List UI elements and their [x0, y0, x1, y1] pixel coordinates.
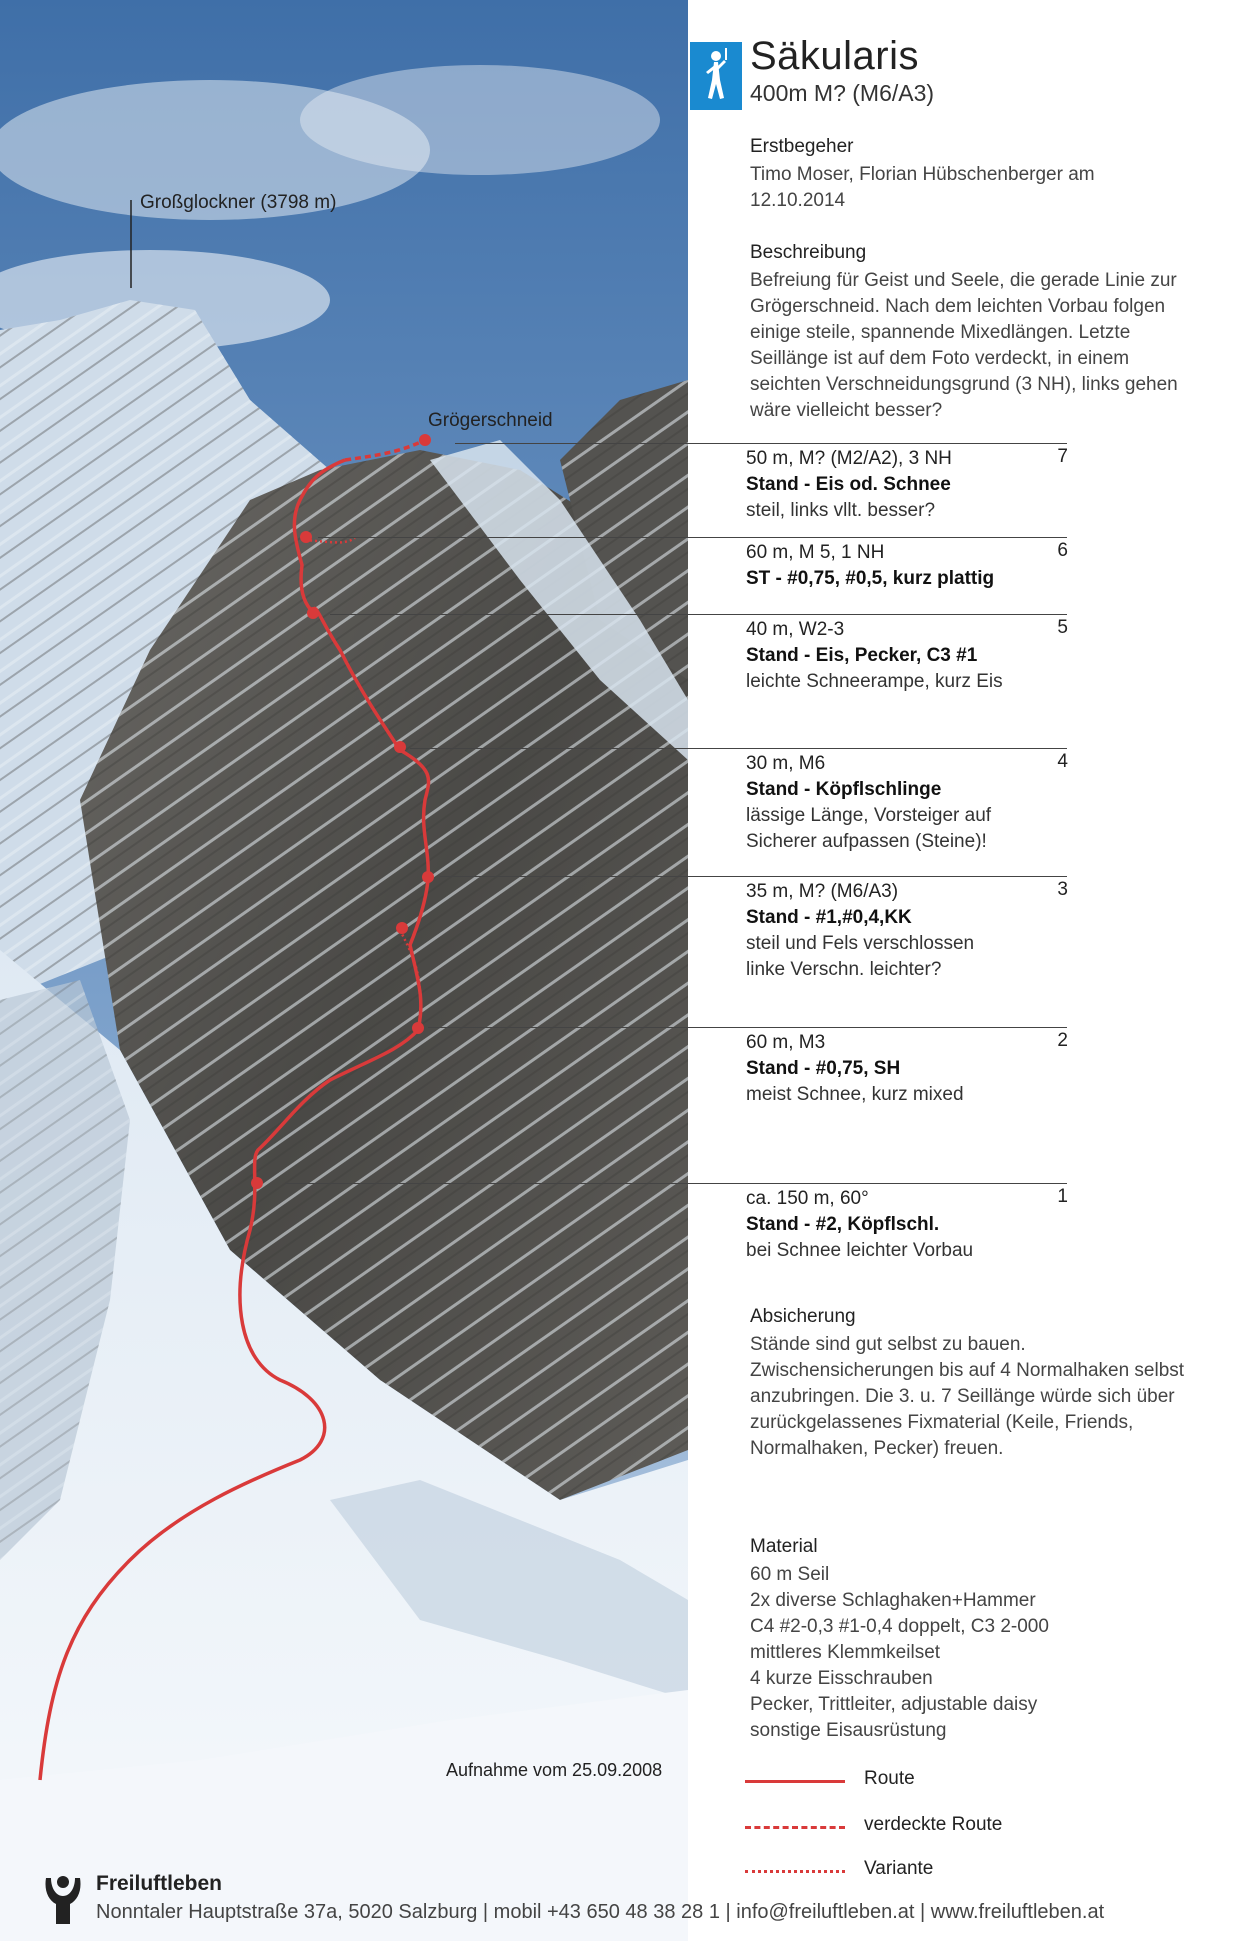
freiluftleben-logo-icon	[40, 1870, 86, 1926]
belay-point-5	[307, 607, 319, 619]
material-item: sonstige Eisausrüstung	[750, 1720, 947, 1741]
footer-company-name: Freiluftleben	[96, 1872, 223, 1895]
legend-route-swatch	[745, 1780, 845, 1783]
protection-text: Stände sind gut selbst zu bauen. Zwischensicherungen bis auf 4 Normalhaken selbst anzubringen. Die 3. u. 7 Seillänge würde sich über zurückgelassenes Fixmaterial (Keile, Friends, Normalhaken, Pecker) freuen.	[750, 1334, 1185, 1459]
material-item: 4 kurze Eisschrauben	[750, 1668, 933, 1689]
pitch-4-length: 30 m, M6	[746, 753, 826, 774]
pitch-5-belay: Stand - Eis, Pecker, C3 #1	[746, 645, 978, 666]
route-title: Säkularis	[750, 34, 920, 78]
pitch-6-number: 6	[1057, 540, 1068, 561]
pitch-divider-2	[428, 1027, 1067, 1028]
material-list	[750, 1562, 1210, 1744]
pitch-1-number: 1	[1057, 1186, 1068, 1207]
description-heading: Beschreibung	[750, 242, 867, 263]
protection-heading: Absicherung	[750, 1306, 856, 1327]
pitch-divider-1	[285, 1183, 1067, 1184]
first-ascent-heading: Erstbegeher	[750, 136, 854, 157]
material-item: 60 m Seil	[750, 1564, 830, 1585]
pitch-6-belay: ST - #0,75, #0,5, kurz plattig	[746, 568, 995, 589]
pitch-4-number: 4	[1057, 751, 1068, 772]
pitch-7-length: 50 m, M? (M2/A2), 3 NH	[746, 448, 952, 469]
material-item: 2x diverse Schlaghaken+Hammer	[750, 1590, 1036, 1611]
legend-hidden-route-label: verdeckte Route	[864, 1814, 1003, 1835]
pitch-1-length: ca. 150 m, 60°	[746, 1188, 869, 1209]
pitch-5	[746, 617, 1066, 695]
pitch-divider-5	[330, 614, 1067, 615]
pitch-divider-3	[440, 876, 1067, 877]
legend-hidden-route-swatch	[745, 1826, 845, 1829]
pitch-5-note: leichte Schneerampe, kurz Eis	[746, 671, 1003, 692]
belay-point-6	[300, 531, 312, 543]
belay-point-4	[394, 741, 406, 753]
belay-point-2	[412, 1022, 424, 1034]
pitch-7	[746, 446, 1066, 524]
belay-point-variant	[396, 922, 408, 934]
material-item: mittleres Klemmkeilset	[750, 1642, 941, 1663]
pitch-4-belay: Stand - Köpflschlinge	[746, 779, 942, 800]
first-ascent-text: Timo Moser, Florian Hübschenberger am 12.10.2014	[750, 164, 1095, 211]
pitch-2	[746, 1030, 1066, 1108]
pitch-3	[746, 879, 1016, 983]
summit-label: Großglockner (3798 m)	[140, 192, 337, 213]
material-item: Pecker, Trittleiter, adjustable daisy	[750, 1694, 1038, 1715]
pitch-3-belay: Stand - #1,#0,4,KK	[746, 907, 912, 928]
material-item: C4 #2-0,3 #1-0,4 doppelt, C3 2-000	[750, 1616, 1049, 1637]
pitch-3-number: 3	[1057, 879, 1068, 900]
pitch-1-belay: Stand - #2, Köpflschl.	[746, 1214, 940, 1235]
pitch-4	[746, 751, 1036, 855]
pitch-7-number: 7	[1057, 446, 1068, 467]
legend-variant-swatch	[745, 1870, 845, 1873]
pitch-2-length: 60 m, M3	[746, 1032, 826, 1053]
belay-point-1	[251, 1177, 263, 1189]
pitch-6-length: 60 m, M 5, 1 NH	[746, 542, 885, 563]
pitch-2-note: meist Schnee, kurz mixed	[746, 1084, 964, 1105]
route-grade: 400m M? (M6/A3)	[750, 80, 935, 106]
pitch-5-length: 40 m, W2-3	[746, 619, 845, 640]
pitch-7-note: steil, links vllt. besser?	[746, 500, 936, 521]
pitch-6	[746, 540, 1066, 592]
pitch-2-number: 2	[1057, 1030, 1068, 1051]
pitch-divider-6	[318, 537, 1067, 538]
material-heading: Material	[750, 1536, 818, 1557]
legend-route-label: Route	[864, 1768, 915, 1789]
belay-point-3	[422, 871, 434, 883]
pitch-5-number: 5	[1057, 617, 1068, 638]
description-text: Befreiung für Geist und Seele, die gerade Linie zur Grögerschneid. Nach dem leichten Vorbau folgen einige steile, spannende Mixedlängen. Letzte Seillänge ist auf dem Foto verdeckt, in einem seichten Verschneidungsgrund (3 NH), links gehen wäre vielleicht besser?	[750, 270, 1178, 421]
pitch-1-note: bei Schnee leichter Vorbau	[746, 1240, 974, 1261]
pitch-7-belay: Stand - Eis od. Schnee	[746, 474, 951, 495]
pitch-4-note: lässige Länge, Vorsteiger auf Sicherer aufpassen (Steine)!	[746, 805, 992, 852]
belay-point-7	[419, 434, 431, 446]
ridge-label: Grögerschneid	[428, 410, 553, 431]
pitch-3-note: steil und Fels verschlossen linke Verschn. leichter?	[746, 933, 975, 980]
footer-address: Nonntaler Hauptstraße 37a, 5020 Salzburg | mobil +43 650 48 38 28 1 | info@freiluftleben.at | www.freiluftleben.at	[96, 1901, 1105, 1923]
climber-icon	[690, 42, 742, 110]
pitch-2-belay: Stand - #0,75, SH	[746, 1058, 901, 1079]
pitch-divider-4	[410, 748, 1067, 749]
legend-variant-label: Variante	[864, 1858, 934, 1879]
photo-caption: Aufnahme vom 25.09.2008	[446, 1760, 663, 1780]
pitch-1	[746, 1186, 1066, 1264]
pitch-divider-7	[455, 443, 1067, 444]
pitch-3-length: 35 m, M? (M6/A3)	[746, 881, 899, 902]
